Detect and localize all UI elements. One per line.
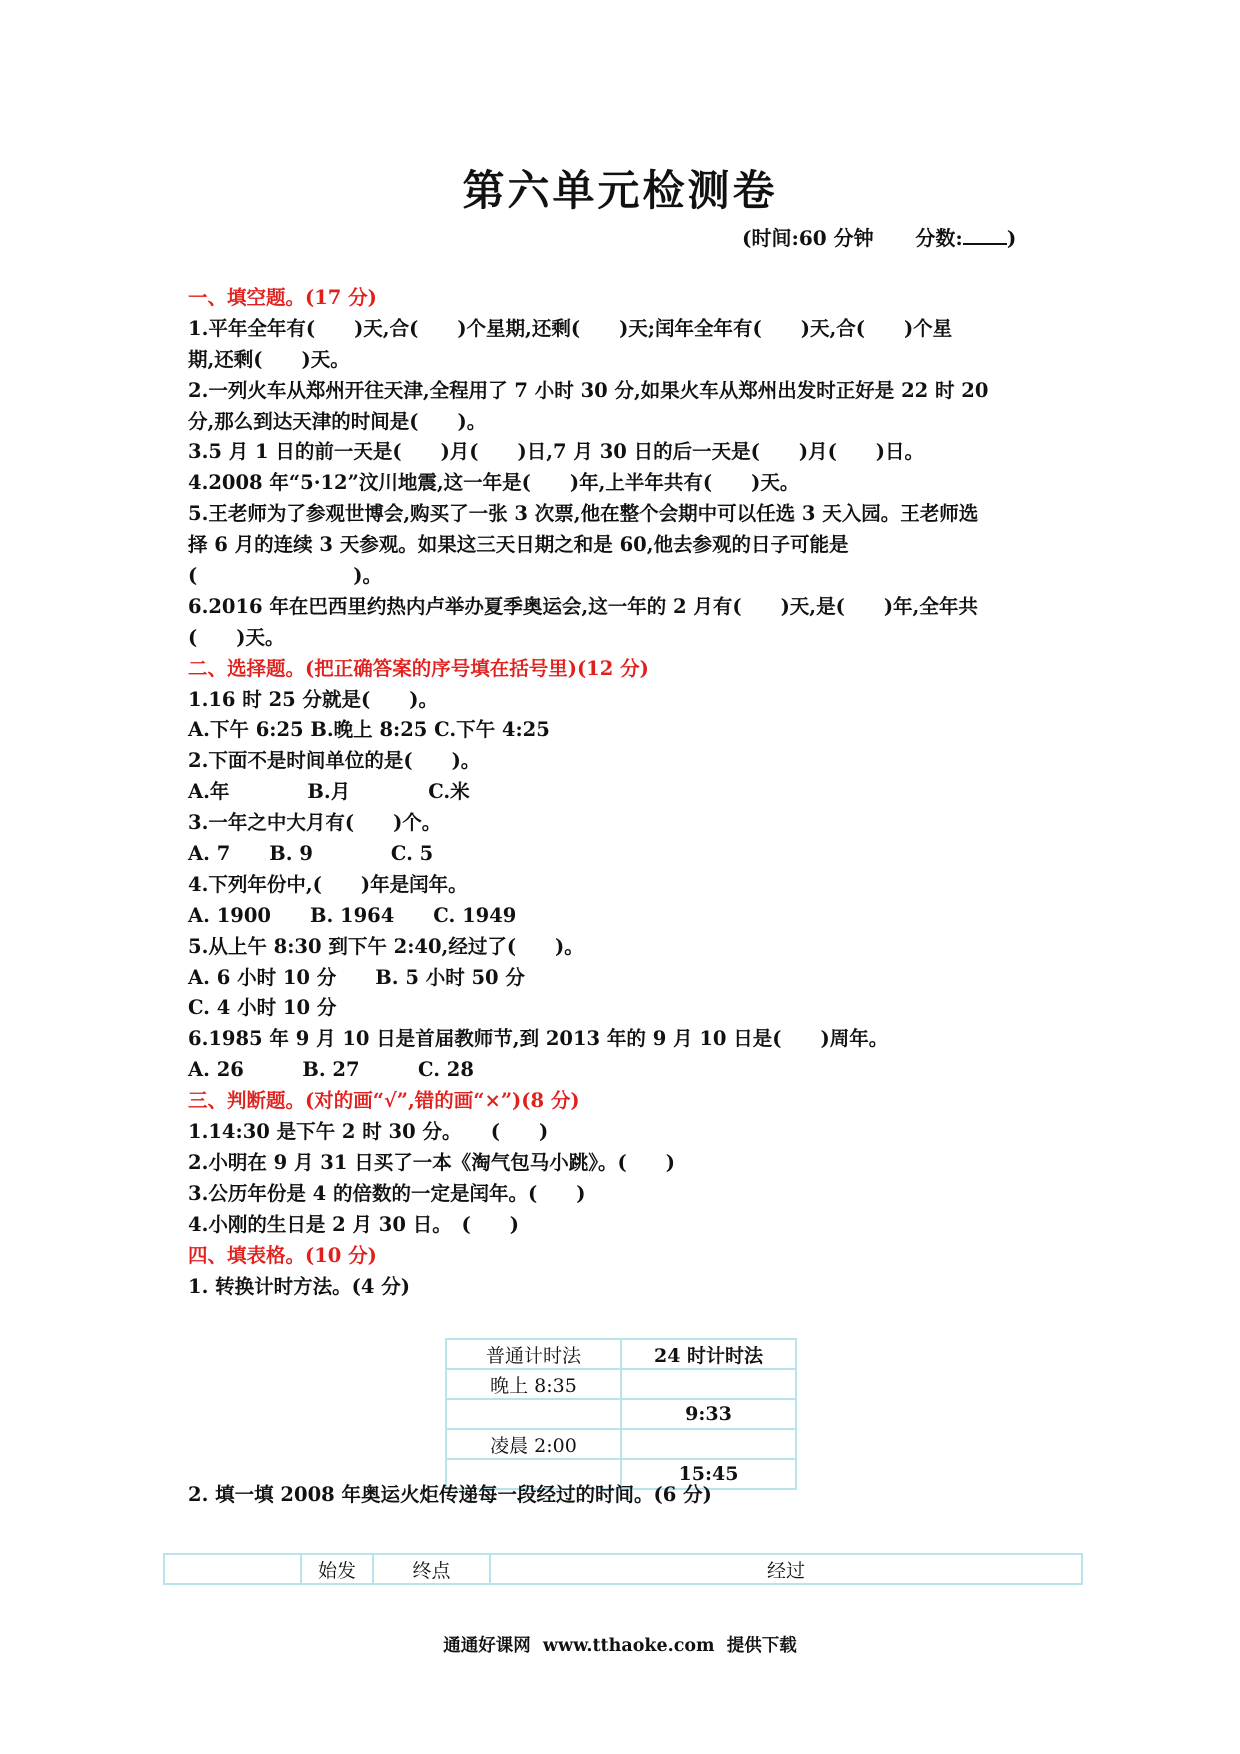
table-header: 经过 bbox=[490, 1554, 1082, 1584]
question-line: 1.14:30 是下午 2 时 30 分。 ( ) bbox=[188, 1120, 549, 1144]
question-line: 期,还剩( )天。 bbox=[188, 347, 350, 371]
question-line: A.年 B.月 C.米 bbox=[188, 780, 470, 804]
table-header-row bbox=[446, 1339, 796, 1369]
question-content bbox=[188, 283, 1068, 1302]
table-header bbox=[164, 1554, 301, 1584]
question-line: 5.王老师为了参观世博会,购买了一张 3 次票,他在整个会期中可以任选 3 天入园。王老师选 bbox=[188, 502, 979, 526]
table-header: 终点 bbox=[373, 1554, 490, 1584]
answer-cell[interactable] bbox=[621, 1369, 796, 1399]
question-line: 3.公历年份是 4 的倍数的一定是闰年。( ) bbox=[188, 1181, 586, 1205]
question-line: 4.2008 年“5·12”汶川地震,这一年是( )年,上半年共有( )天。 bbox=[188, 471, 800, 495]
score-close: ) bbox=[1006, 226, 1017, 250]
question-line: 5.从上午 8:30 到下午 2:40,经过了( )。 bbox=[188, 934, 584, 958]
question-line: ( )。 bbox=[188, 564, 382, 588]
question-line: 择 6 月的连续 3 天参观。如果这三天日期之和是 60,他去参观的日子可能是 bbox=[188, 533, 849, 557]
answer-cell[interactable] bbox=[621, 1429, 796, 1459]
question-line: 1. 转换计时方法。(4 分) bbox=[188, 1274, 410, 1298]
question-line: A. 6 小时 10 分 B. 5 小时 50 分 bbox=[188, 965, 525, 989]
question-line: 3.5 月 1 日的前一天是( )月( )日,7 月 30 日的后一天是( )月( )日。 bbox=[188, 440, 925, 464]
table-header: 24 时计时法 bbox=[621, 1339, 796, 1369]
time-limit: (时间:60 分钟 bbox=[742, 226, 874, 250]
exam-meta bbox=[742, 222, 1016, 251]
section-heading: 四、填表格。(10 分) bbox=[188, 1243, 377, 1267]
question-line: 6.2016 年在巴西里约热内卢举办夏季奥运会,这一年的 2 月有( )天,是( )年,全年共 bbox=[188, 594, 978, 618]
question-line: 1.16 时 25 分就是( )。 bbox=[188, 687, 438, 711]
question-line: 4.小刚的生日是 2 月 30 日。 ( ) bbox=[188, 1212, 519, 1236]
table-cell: 晚上 8:35 bbox=[446, 1369, 621, 1399]
question-line: A. 26 B. 27 C. 28 bbox=[188, 1058, 474, 1082]
question-line: 1.平年全年有( )天,合( )个星期,还剩( )天;闰年全年有( )天,合( )个星 bbox=[188, 316, 953, 340]
answer-cell[interactable] bbox=[446, 1399, 621, 1429]
table-cell: 凌晨 2:00 bbox=[446, 1429, 621, 1459]
time-conversion-table bbox=[445, 1338, 797, 1490]
question-line: 分,那么到达天津的时间是( )。 bbox=[188, 409, 487, 433]
table-header: 普通计时法 bbox=[446, 1339, 621, 1369]
table-row bbox=[446, 1429, 796, 1459]
section-heading: 三、判断题。(对的画“√”,错的画“×”)(8 分) bbox=[188, 1089, 580, 1113]
torch-relay-table bbox=[163, 1553, 1083, 1585]
score-blank[interactable] bbox=[963, 225, 1007, 245]
score-label: 分数: bbox=[915, 226, 963, 250]
question-line: 2.小明在 9 月 31 日买了一本《淘气包马小跳》。( ) bbox=[188, 1150, 675, 1174]
question-line: 3.一年之中大月有( )个。 bbox=[188, 811, 442, 835]
question-line: C. 4 小时 10 分 bbox=[188, 996, 337, 1020]
question-line: 2.一列火车从郑州开往天津,全程用了 7 小时 30 分,如果火车从郑州出发时正好是 22 时 20 bbox=[188, 378, 989, 402]
question-4-2: 2. 填一填 2008 年奥运火炬传递每一段经过的时间。(6 分) bbox=[188, 1483, 712, 1506]
table-header: 始发 bbox=[301, 1554, 373, 1584]
table-cell: 15:45 bbox=[621, 1459, 796, 1489]
table-cell: 9:33 bbox=[621, 1399, 796, 1429]
question-line: 4.下列年份中,( )年是闰年。 bbox=[188, 872, 468, 896]
question-line: A.下午 6:25 B.晚上 8:25 C.下午 4:25 bbox=[188, 718, 550, 742]
question-line: A. 7 B. 9 C. 5 bbox=[188, 842, 434, 866]
section-heading: 一、填空题。(17 分) bbox=[188, 286, 377, 309]
question-line: 6.1985 年 9 月 10 日是首届教师节,到 2013 年的 9 月 10 日是( )周年。 bbox=[188, 1027, 889, 1051]
table-header-row bbox=[164, 1554, 1082, 1584]
question-line: 2.下面不是时间单位的是( )。 bbox=[188, 749, 481, 773]
table-row bbox=[446, 1399, 796, 1429]
page-title: 第六单元检测卷 bbox=[462, 166, 778, 215]
question-line: A. 1900 B. 1964 C. 1949 bbox=[188, 903, 517, 927]
table-row bbox=[446, 1369, 796, 1399]
question-line: ( )天。 bbox=[188, 625, 285, 649]
footer-credit: 通通好课网 www.tthaoke.com 提供下载 bbox=[443, 1636, 797, 1656]
section-heading: 二、选择题。(把正确答案的序号填在括号里)(12 分) bbox=[188, 656, 649, 680]
